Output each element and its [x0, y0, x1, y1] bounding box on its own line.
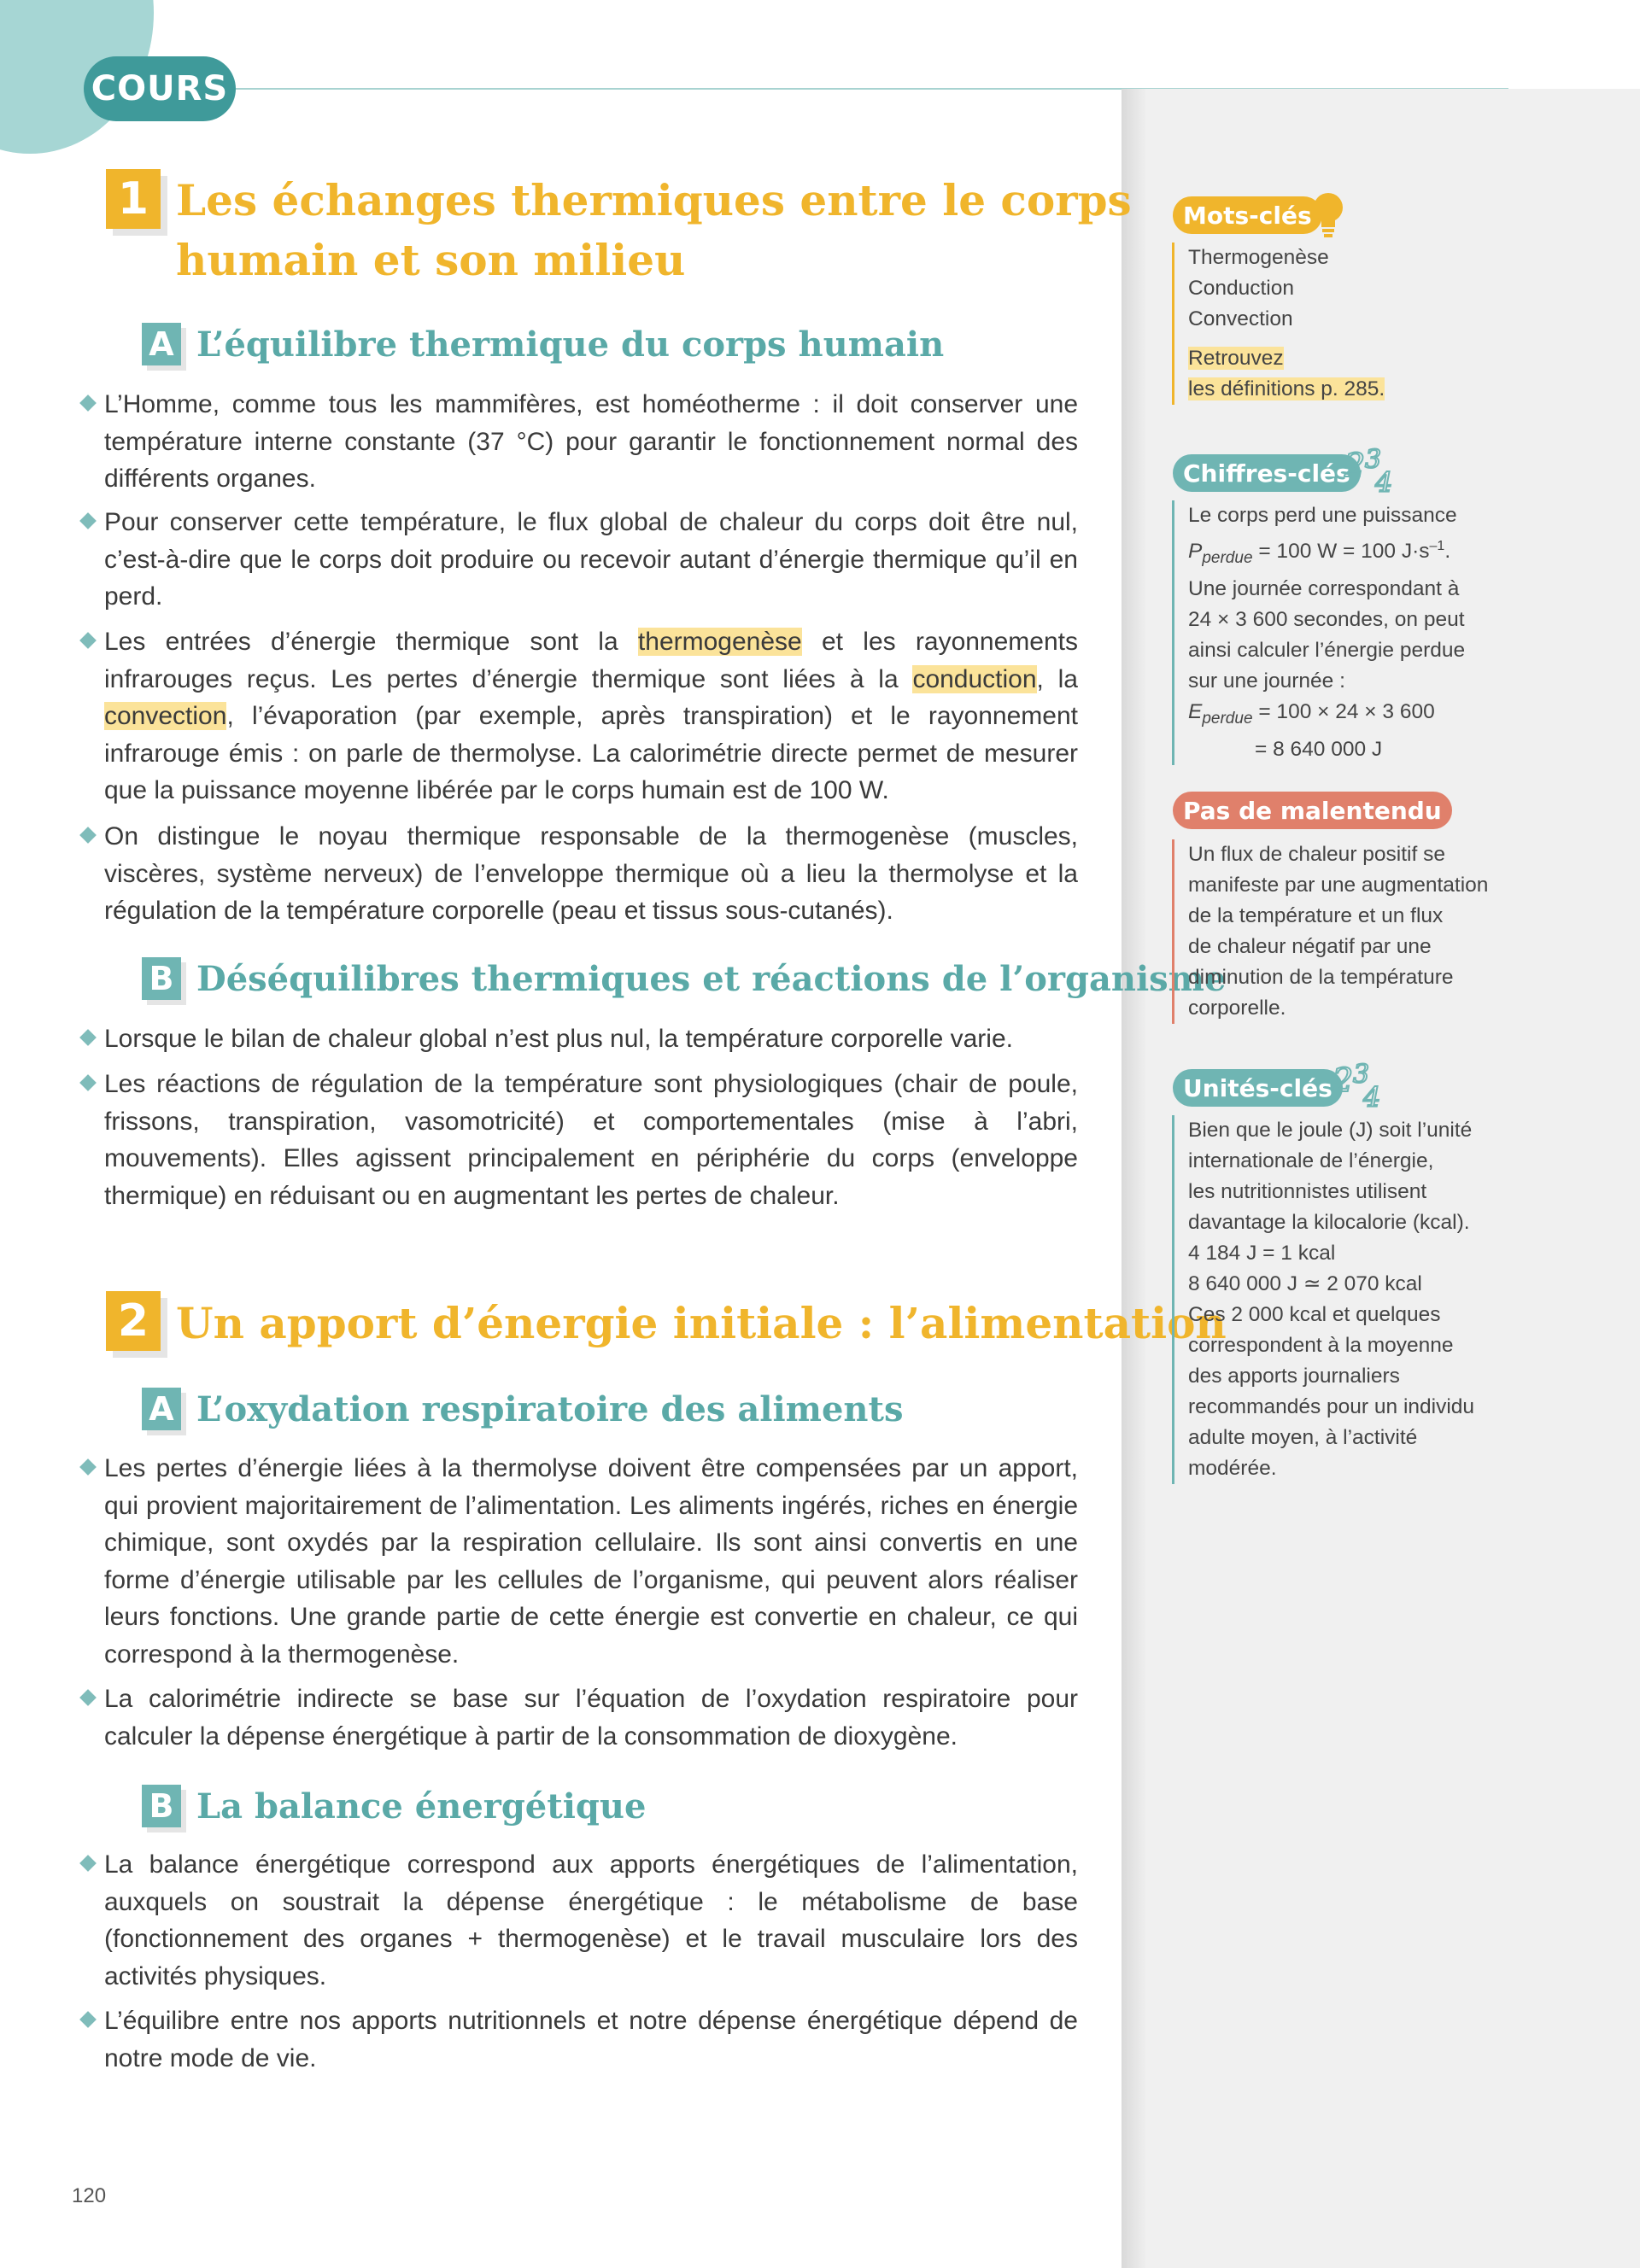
bullet-2b-1: La balance énergétique correspond aux apports énergétiques de l’alimentation, auxquels on soustrait la dépense énergétique : le métabolisme de base (fonctionnement des organes + thermogenèse) et le travail musculaire lors des activités physiques.: [104, 1846, 1078, 1995]
bullet-diamond-icon: [79, 395, 97, 412]
bullet-2b-2: L’équilibre entre nos apports nutritionnels et notre dépense énergétique dépend de notre mode de vie.: [104, 2002, 1078, 2077]
bullet-diamond-icon: [79, 1029, 97, 1046]
section-title-1: Les échanges thermiques entre le corps humain et son milieu: [176, 175, 1132, 285]
bullet-diamond-icon: [79, 632, 97, 649]
numbers-icon: [1331, 1057, 1391, 1112]
unites-cles-badge: Unités-clés: [1173, 1069, 1343, 1107]
unites-cles-box: Bien que le joule (J) soit l’unité internationale de l’énergie, les nutritionnistes utilisent davantage la kilocalorie (kcal). 4 184 J = 1 kcal 8 640 000 J ≃ 2 070 kcal Ces 2 000 kcal et quelques correspondent à la moyenne des apports journaliers recommandés pour un individu adulte moyen, à l’activité modérée.: [1172, 1115, 1521, 1484]
subsection-title-1b: Déséquilibres thermiques et réactions de l’organisme: [196, 959, 1227, 999]
svg-text:4: 4: [1363, 1081, 1381, 1112]
sidebar-shadow: [1122, 89, 1147, 2268]
keyword-thermogenese: thermogenèse: [637, 628, 802, 656]
pas-de-malentendu-badge: Pas de malentendu: [1173, 792, 1452, 829]
bullet-1b-2: Les réactions de régulation de la température sont physiologiques (chair de poule, frissons, transpiration, vasomotricité) et comportementales (mise à l’abri, mouvements). Elles agissent principalement en périphérie du corps (enveloppe thermique) en réduisant ou en augmentant les pertes de chaleur.: [104, 1066, 1078, 1214]
mots-cles-box: Thermogenèse Conduction Convection Retrouvez les définitions p. 285.: [1172, 243, 1521, 405]
bullet-diamond-icon: [79, 2011, 97, 2028]
bullet-diamond-icon: [79, 1074, 97, 1091]
bullet-diamond-icon: [79, 1689, 97, 1706]
subsection-title-2a: L’oxydation respiratoire des aliments: [196, 1389, 904, 1429]
bullet-diamond-icon: [79, 827, 97, 844]
svg-text:2: 2: [1344, 447, 1366, 484]
page-number: 120: [72, 2184, 107, 2207]
lightbulb-icon: [1309, 190, 1348, 241]
bullet-diamond-icon: [79, 512, 97, 529]
bullet-1a-1: L’Homme, comme tous les mammifères, est homéotherme : il doit conserver une température interne constante (37 °C) pour garantir le fonctionnement normal des différents organes.: [104, 386, 1078, 498]
subsection-letter-2a: A: [142, 1388, 181, 1430]
section-number-2: 2: [106, 1291, 161, 1351]
bullet-1b-1: Lorsque le bilan de chaleur global n’est plus nul, la température corporelle varie.: [104, 1020, 1078, 1058]
subsection-letter-2b: B: [142, 1785, 181, 1827]
cours-badge: COURS: [84, 56, 236, 121]
svg-text:3: 3: [1353, 1060, 1370, 1090]
definitions-link[interactable]: Retrouvez: [1188, 347, 1284, 370]
bullet-1a-2: Pour conserver cette température, le flux global de chaleur du corps doit être nul, c’est-à-dire que le corps doit produire ou recevoir autant d’énergie thermique qu’il en perd.: [104, 504, 1078, 616]
bullet-diamond-icon: [79, 1458, 97, 1476]
chiffres-cles-box: Le corps perd une puissance $P_{perdue} = 100$ W = 100 $J\cdot s^{-1}$. Une journée correspondant à 24 × 3 600 secondes, on peut ainsi calculer l’énergie perdue sur une journée : $E_{perdue} = 100 \times 24 \times 3$ 600 = 8 640 000 J: [1172, 500, 1521, 765]
subsection-title-1a: L’équilibre thermique du corps humain: [196, 324, 945, 365]
subsection-title-2b: La balance énergétique: [196, 1786, 647, 1827]
bullet-1a-4: On distingue le noyau thermique responsable de la thermogenèse (muscles, viscères, système nerveux) de l’enveloppe thermique où a lieu la thermolyse et la régulation de la température corporelle (peau et tissus sous-cutanés).: [104, 818, 1078, 930]
bullet-1a-3: Les entrées d’énergie thermique sont la thermogenèse et les rayonnements infrarouges reçus. Les pertes d’énergie thermique sont liées à la conduction, la convection, l’évaporation (par exemple, après transpiration) et le rayonnement infrarouge émis : on parle de thermolyse. La calorimétrie directe permet de mesurer que la puissance moyenne libérée par le corps humain est de 100 W.: [104, 623, 1078, 810]
svg-text:3: 3: [1365, 445, 1382, 475]
section-title-2: Un apport d’énergie initiale : l’alimentation: [176, 1298, 1227, 1348]
svg-text:2: 2: [1332, 1061, 1354, 1099]
mots-cles-badge: Mots-clés: [1173, 196, 1322, 234]
subsection-letter-1a: A: [142, 323, 181, 365]
pas-de-malentendu-box: Un flux de chaleur positif se manifeste par une augmentation de la température et un flux de chaleur négatif par une diminution de la température corporelle.: [1172, 839, 1521, 1024]
svg-text:4: 4: [1375, 466, 1393, 497]
keyword-conduction: conduction: [912, 664, 1037, 693]
subsection-letter-1b: B: [142, 957, 181, 1000]
chiffres-cles-badge: Chiffres-clés: [1173, 454, 1361, 492]
bullet-2a-2: La calorimétrie indirecte se base sur l’équation de l’oxydation respiratoire pour calculer la dépense énergétique à partir de la consommation de dioxygène.: [104, 1681, 1078, 1755]
keyword-convection: convection: [104, 702, 227, 730]
bullet-diamond-icon: [79, 1855, 97, 1872]
numbers-icon: [1343, 442, 1403, 497]
section-number-1: 1: [106, 169, 161, 229]
bullet-2a-1: Les pertes d’énergie liées à la thermolyse doivent être compensées par un apport, qui provient majoritairement de l’alimentation. Les aliments ingérés, riches en énergie chimique, sont oxydés par la respiration cellulaire. Ils sont ainsi convertis en une forme d’énergie utilisable par les cellules de l’organisme, qui peuvent alors réaliser leurs fonctions. Une grande partie de cette énergie est convertie en chaleur, ce qui correspond à la thermogenèse.: [104, 1450, 1078, 1673]
definitions-link-line2[interactable]: les définitions p. 285.: [1188, 377, 1385, 400]
